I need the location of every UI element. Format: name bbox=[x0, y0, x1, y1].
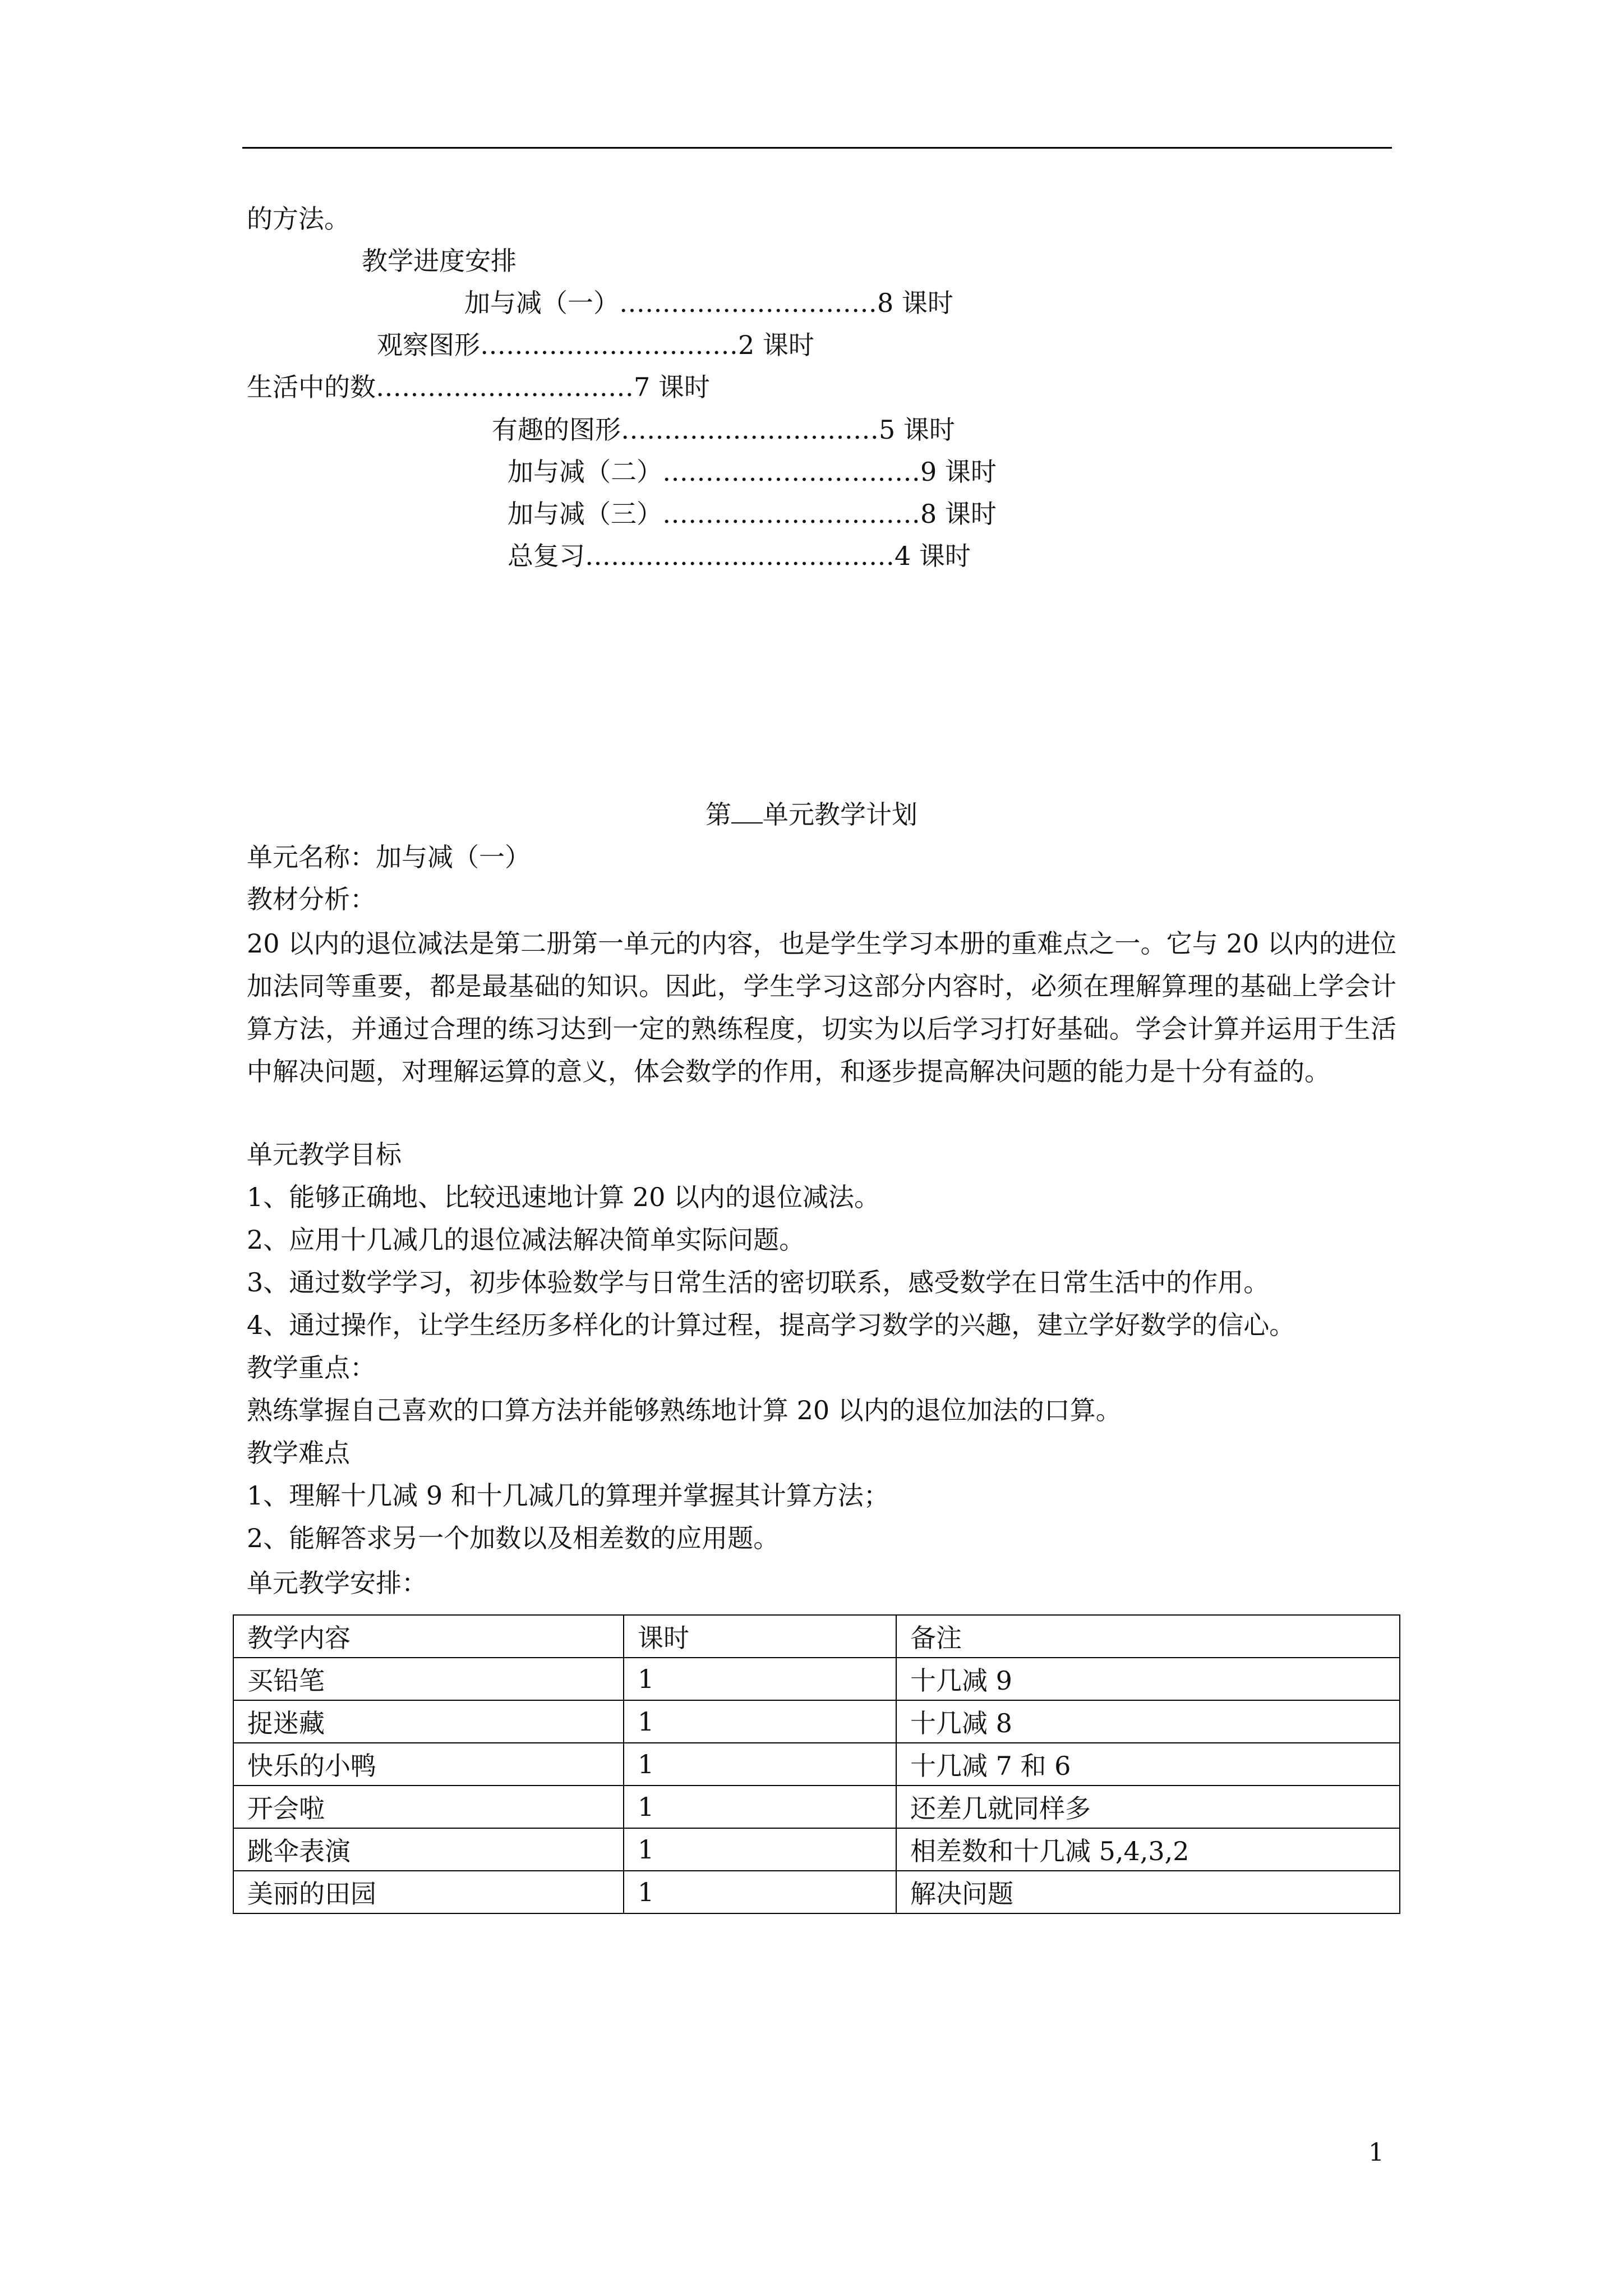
schedule-heading: 教学进度安排 bbox=[362, 246, 517, 276]
table-header-cell: 备注 bbox=[896, 1615, 1400, 1658]
table-row bbox=[233, 1700, 1400, 1743]
unit-title-prefix: 第 bbox=[706, 799, 731, 830]
goal-item: 4、通过操作，让学生经历多样化的计算过程，提高学习数学的兴趣，建立学好数学的信心。 bbox=[247, 1310, 1295, 1340]
continuation-text: 的方法。 bbox=[247, 204, 350, 234]
table-cell: 1 bbox=[624, 1658, 896, 1700]
arrangement-table bbox=[233, 1614, 1400, 1914]
schedule-item: 加与减（二）…………………………9 课时 bbox=[508, 457, 997, 487]
table-cell: 开会啦 bbox=[233, 1786, 624, 1828]
table-cell: 跳伞表演 bbox=[233, 1828, 624, 1871]
page-number: 1 bbox=[1368, 2138, 1384, 2167]
table-row bbox=[233, 1658, 1400, 1700]
table-header-cell: 教学内容 bbox=[233, 1615, 624, 1658]
table-cell: 相差数和十几减 5,4,3,2 bbox=[896, 1828, 1400, 1871]
goals-heading: 单元教学目标 bbox=[247, 1139, 402, 1170]
table-cell: 快乐的小鸭 bbox=[233, 1743, 624, 1786]
arrangement-heading: 单元教学安排： bbox=[247, 1568, 427, 1598]
table-row bbox=[233, 1743, 1400, 1786]
goal-item: 2、应用十几减几的退位减法解决简单实际问题。 bbox=[247, 1225, 805, 1255]
table-cell: 十几减 8 bbox=[896, 1700, 1400, 1743]
key-heading: 教学重点： bbox=[247, 1352, 376, 1383]
table-cell: 1 bbox=[624, 1828, 896, 1871]
goal-item: 3、通过数学学习，初步体验数学与日常生活的密切联系，感受数学在日常生活中的作用。 bbox=[247, 1267, 1270, 1297]
table-row bbox=[233, 1786, 1400, 1828]
table-cell: 捉迷藏 bbox=[233, 1700, 624, 1743]
goal-item: 1、能够正确地、比较迅速地计算 20 以内的退位减法。 bbox=[247, 1182, 880, 1212]
unit-title bbox=[0, 799, 1623, 830]
table-header-row bbox=[233, 1615, 1400, 1658]
table-row bbox=[233, 1871, 1400, 1913]
header-rule bbox=[242, 147, 1392, 149]
table-cell: 还差几就同样多 bbox=[896, 1786, 1400, 1828]
schedule-item: 总复习………………………………4 课时 bbox=[508, 541, 971, 571]
table-cell: 1 bbox=[624, 1700, 896, 1743]
analysis-heading: 教材分析： bbox=[247, 884, 376, 914]
table-cell: 解决问题 bbox=[896, 1871, 1400, 1913]
schedule-item: 加与减（一）…………………………8 课时 bbox=[464, 288, 953, 318]
unit-name: 单元名称：加与减（一） bbox=[247, 842, 531, 872]
table-cell: 买铅笔 bbox=[233, 1658, 624, 1700]
table-header-cell: 课时 bbox=[624, 1615, 896, 1658]
title-blank bbox=[731, 801, 763, 823]
table-cell: 1 bbox=[624, 1743, 896, 1786]
schedule-item: 观察图形…………………………2 课时 bbox=[377, 330, 814, 360]
table-cell: 十几减 9 bbox=[896, 1658, 1400, 1700]
difficulty-heading: 教学难点 bbox=[247, 1438, 350, 1468]
table-cell: 十几减 7 和 6 bbox=[896, 1743, 1400, 1786]
unit-title-suffix: 单元教学计划 bbox=[763, 799, 917, 830]
difficulty-item: 2、能解答求另一个加数以及相差数的应用题。 bbox=[247, 1523, 780, 1553]
table-cell: 1 bbox=[624, 1786, 896, 1828]
analysis-paragraph: 20 以内的退位减法是第二册第一单元的内容，也是学生学习本册的重难点之一。它与 20 以内的进位加法同等重要，都是最基础的知识。因此，学生学习这部分内容时，必须在理解算理的基础上学会计算方法，并通过合理的练习达到一定的熟练程度，切实为以后学习打好基础。学会计算并运用于生活中解决问题，对理解运算的意义，体会数学的作用，和逐步提高解决问题的能力是十分有益的。 bbox=[247, 928, 1396, 1087]
difficulty-item: 1、理解十几减 9 和十几减几的算理并掌握其计算方法； bbox=[247, 1480, 889, 1511]
table-cell: 1 bbox=[624, 1871, 896, 1913]
table-row bbox=[233, 1828, 1400, 1871]
schedule-item: 生活中的数…………………………7 课时 bbox=[247, 372, 710, 402]
key-text: 熟练掌握自己喜欢的口算方法并能够熟练地计算 20 以内的退位加法的口算。 bbox=[247, 1395, 1122, 1425]
table-cell: 美丽的田园 bbox=[233, 1871, 624, 1913]
schedule-item: 有趣的图形…………………………5 课时 bbox=[492, 415, 955, 445]
schedule-item: 加与减（三）…………………………8 课时 bbox=[508, 499, 997, 529]
